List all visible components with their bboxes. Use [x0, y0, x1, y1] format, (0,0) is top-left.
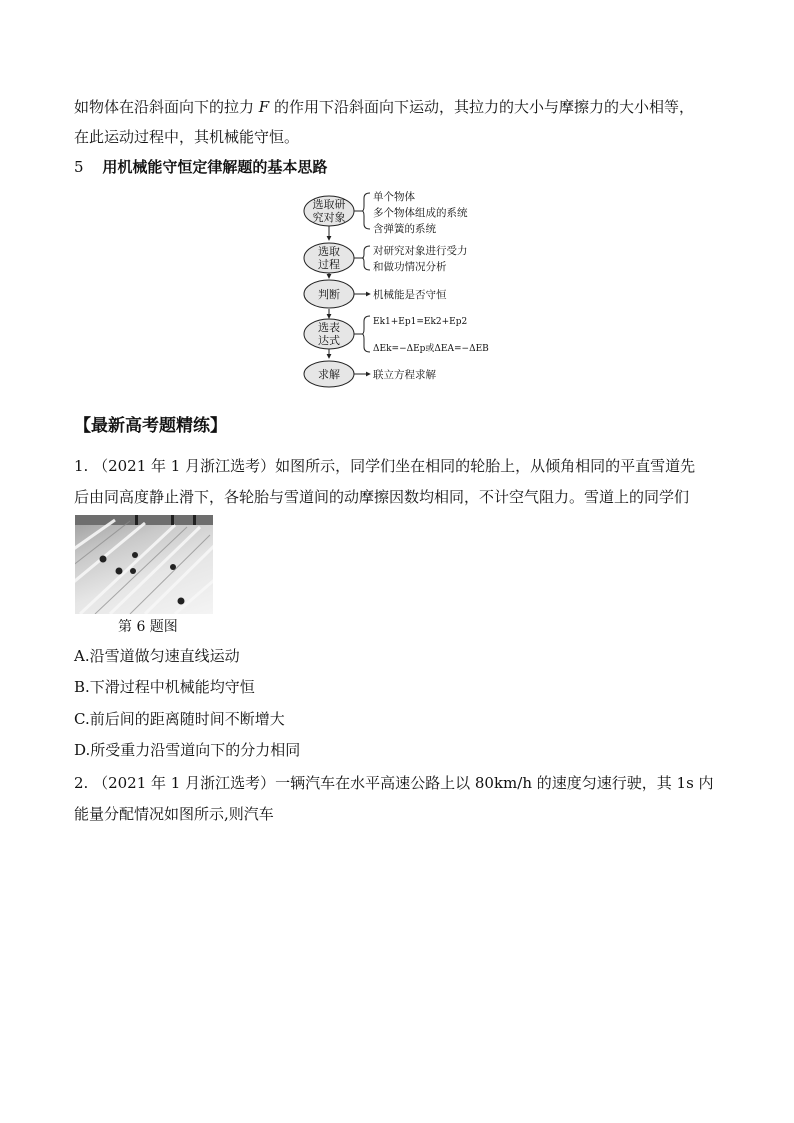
step-2-label-line2: 过程	[318, 258, 340, 271]
q1-option-d: D.所受重力沿雪道向下的分力相同	[74, 741, 301, 759]
exercises-heading: 【最新高考题精练】	[74, 416, 227, 436]
q1-option-a: A.沿雪道做匀速直线运动	[74, 647, 240, 665]
step-1-note-2: 多个物体组成的系统	[373, 207, 468, 219]
step-3-note-1: 机械能是否守恒	[373, 289, 447, 301]
step-1-note-3: 含弹簧的系统	[373, 223, 436, 235]
ski-slope-illustration	[75, 515, 213, 614]
step-1-brace	[362, 193, 370, 229]
step-4-note-2: ΔEk=−ΔEp或ΔEA=−ΔEB	[373, 344, 489, 354]
section-number: 5	[74, 158, 84, 176]
step-2-label-line1: 选取	[318, 245, 340, 258]
step-1-note-1: 单个物体	[373, 191, 415, 203]
q1-line-2: 后由同高度静止滑下，各轮胎与雪道间的动摩擦因数均相同，不计空气阻力。雪道上的同学们	[74, 488, 690, 506]
step-5-note-1: 联立方程求解	[373, 369, 436, 381]
step-2-note-2: 和做功情况分析	[373, 261, 447, 273]
step-4-note-1: Ek1+Ep1=Ek2+Ep2	[373, 317, 468, 327]
section-title: 用机械能守恒定律解题的基本思路	[102, 158, 328, 176]
intro-line-1	[74, 97, 694, 117]
q2-line-1: 2. （2021 年 1 月浙江选考）一辆汽车在水平高速公路上以 80km/h 的速度匀速行驶，其 1s 内	[74, 774, 714, 792]
force-symbol: F	[258, 98, 270, 116]
flow-diagram	[300, 188, 490, 388]
step-4-label-line1: 选表	[318, 321, 340, 334]
step-2-note-1: 对研究对象进行受力	[373, 245, 468, 257]
ski-slope-photo	[75, 515, 213, 614]
intro-line-2: 在此运动过程中，其机械能守恒。	[74, 128, 300, 146]
q1-option-b: B.下滑过程中机械能均守恒	[74, 678, 255, 696]
step-4-brace	[362, 316, 370, 352]
step-1-label-line2: 究对象	[312, 211, 346, 224]
figure-caption: 第 6 题图	[118, 619, 178, 635]
intro-text-a: 如物体在沿斜面向下的拉力	[74, 98, 259, 116]
q1-line-1: 1. （2021 年 1 月浙江选考）如图所示，同学们坐在相同的轮胎上，从倾角相同的平直雪道先	[74, 457, 696, 475]
step-5-label: 求解	[318, 368, 340, 381]
step-1-label-line1: 选取研	[312, 198, 346, 211]
step-4-label-line2: 达式	[318, 334, 340, 347]
step-3-label: 判断	[318, 288, 340, 301]
q1-option-c: C.前后间的距离随时间不断增大	[74, 710, 285, 728]
q2-line-2: 能量分配情况如图所示,则汽车	[74, 805, 274, 823]
intro-text-b: 的作用下沿斜面向下运动，其拉力的大小与摩擦力的大小相等，	[269, 98, 694, 116]
step-2-brace	[362, 246, 370, 270]
section-5-heading	[74, 157, 327, 177]
